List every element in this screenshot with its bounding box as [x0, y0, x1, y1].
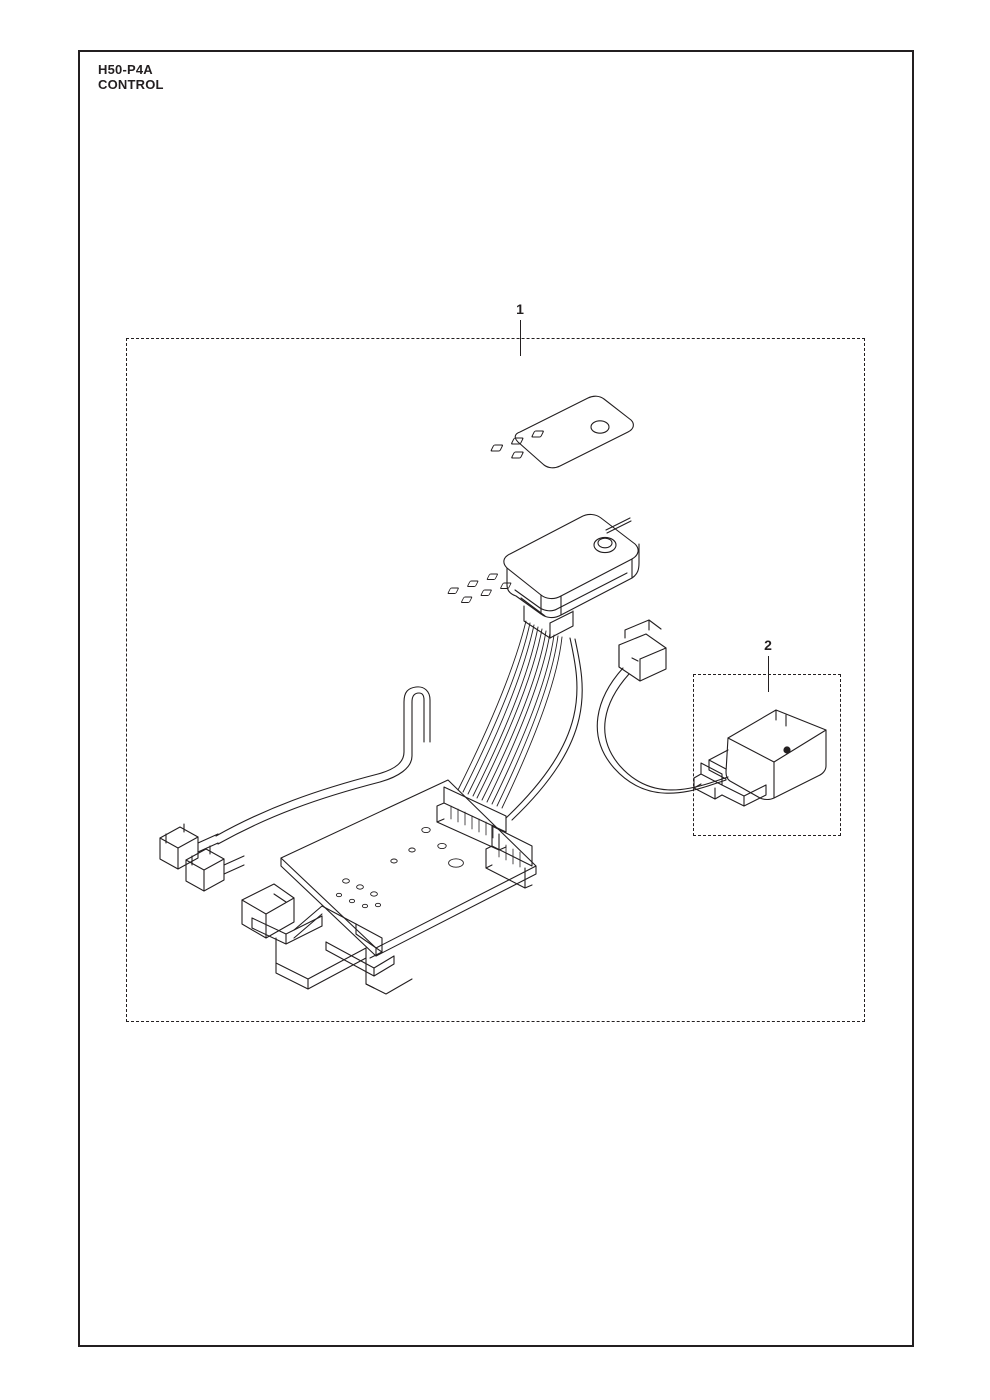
section-name-text: CONTROL — [98, 77, 164, 92]
title-block — [98, 62, 164, 92]
assembly-group-2-boundary — [693, 674, 841, 836]
callout-2-leader-line — [768, 656, 769, 692]
model-code-text: H50-P4A — [98, 62, 153, 77]
callout-2-number: 2 — [764, 637, 772, 653]
callout-1-leader-line — [520, 320, 521, 356]
callout-1-number: 1 — [516, 301, 524, 317]
